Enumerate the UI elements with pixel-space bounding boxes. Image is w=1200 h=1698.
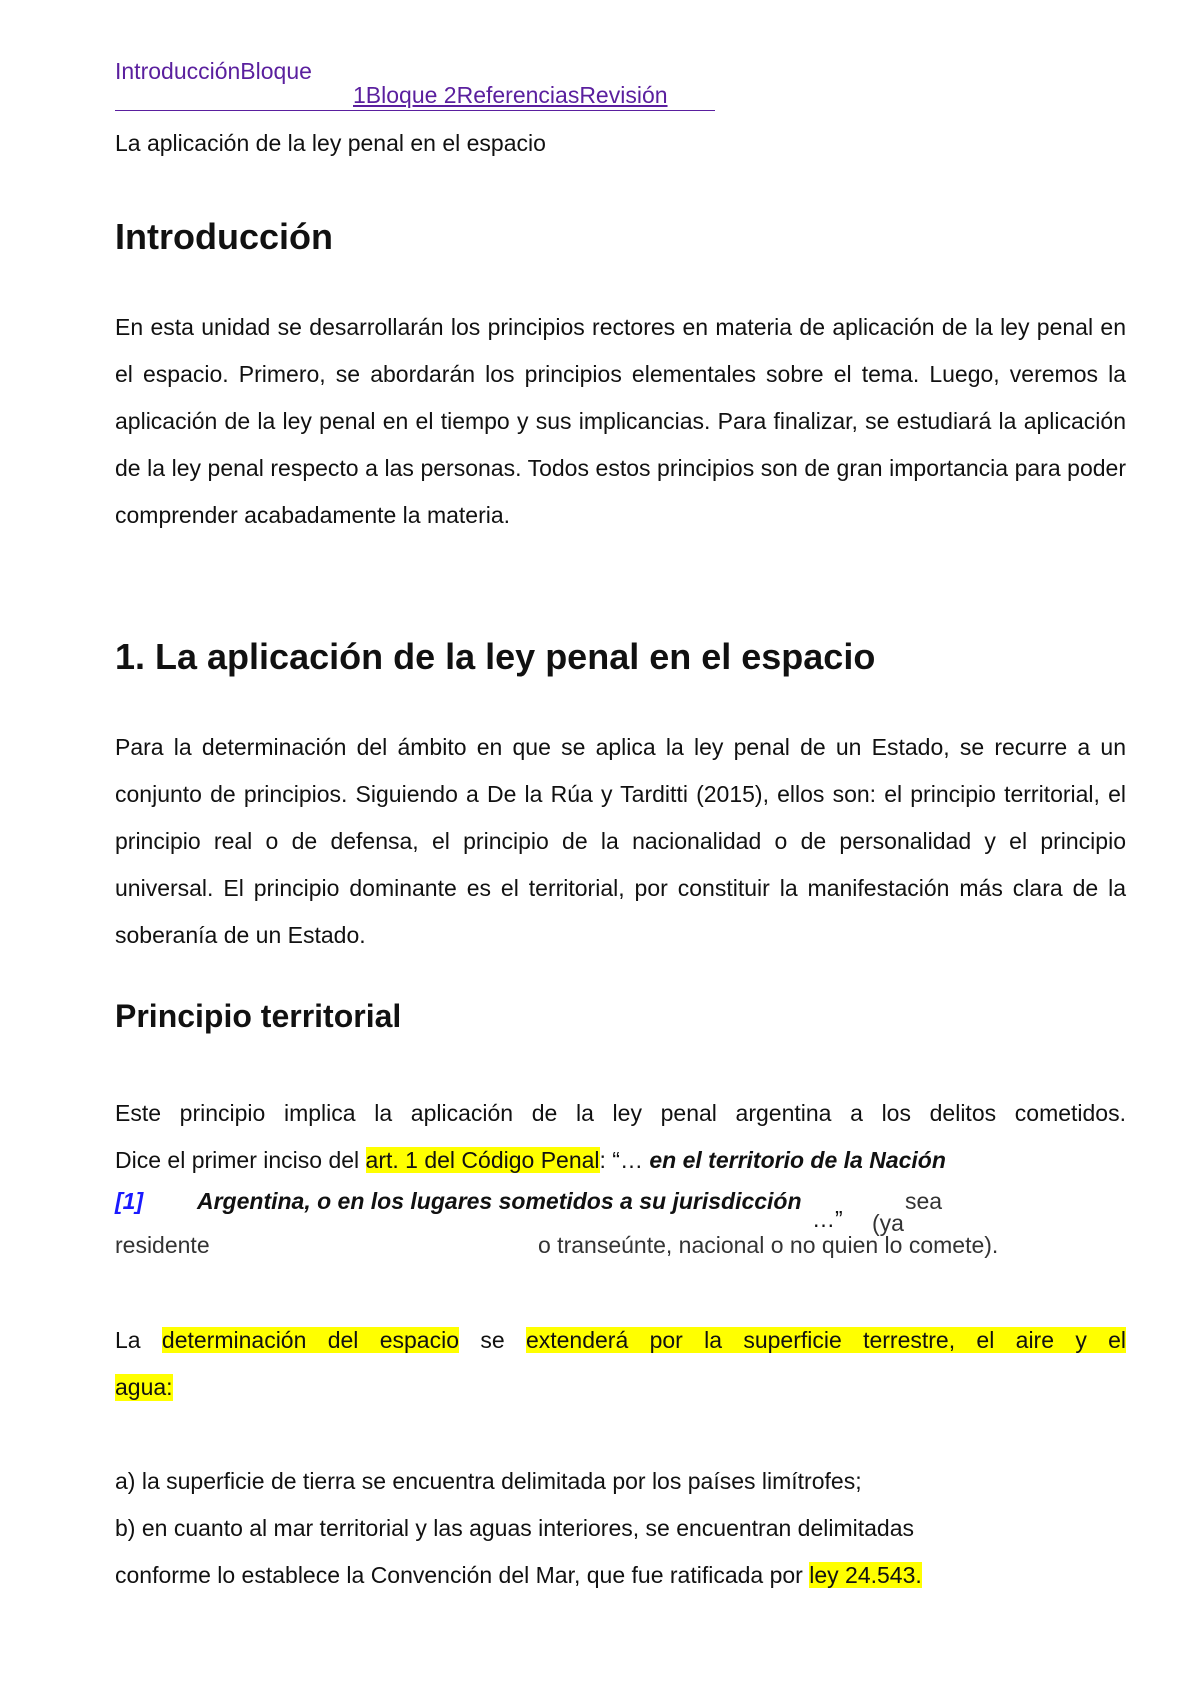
territorial-line-3-ellipsis: …”: [812, 1206, 843, 1232]
territorial-line-3-ya: (ya: [872, 1210, 904, 1236]
section1-paragraph: Para la determinación del ámbito en que se aplica la ley penal de un Estado, se recurre a un conjunto de principios. Siguiendo a De la Rúa y Tarditti (2015), ellos son: el principio territorial, el principio real o de defensa, el principio de la nacionalidad o de personalidad y el principio universal. El principio dominante es el territorial, por constituir la manifestación más clara de la soberanía de un Estado.: [115, 734, 1126, 948]
nav-introduccion-bloque-link[interactable]: IntroducciónBloque: [115, 58, 312, 84]
intro-paragraph: En esta unidad se desarrollarán los principios rectores en materia de aplicación de la ley penal en el espacio. Primero, se abordarán los principios elementales sobre el tema. Luego, veremos la aplicación de la ley penal en el tiempo y sus implicancias. Para finalizar, se estudiará la aplicación de la ley penal respecto a las personas. Todos estos principios son de gran importancia para poder comprender acabadamente la materia.: [115, 314, 1126, 528]
list-item-b-line-2: [115, 1562, 922, 1589]
territorial-line-4-left: residente: [115, 1232, 210, 1258]
nav-links-bar: [115, 82, 715, 111]
territorial-line-3-sea: sea: [905, 1188, 943, 1214]
heading-section-1: 1. La aplicación de la ley penal en el espacio: [115, 636, 876, 677]
territorial-line-2: [115, 1147, 1126, 1174]
territorial-line-1: Este principio implica la aplicación de la ley penal argentina a los delitos cometidos.: [115, 1100, 1126, 1126]
nav-bloque-referencias-revision-link[interactable]: 1Bloque 2ReferenciasRevisión: [353, 82, 668, 108]
list-item-b-line-1: b) en cuanto al mar territorial y las aguas interiores, se encuentran delimitadas: [115, 1515, 915, 1541]
heading-principio-territorial: Principio territorial: [115, 998, 402, 1034]
territorial-line-2-text: Dice el primer inciso del: [115, 1147, 366, 1173]
footnote-reference-link[interactable]: [1]: [115, 1188, 144, 1214]
codigo-penal-link[interactable]: art. 1 del Código Penal: [365, 1147, 600, 1173]
espacio-la: La: [115, 1327, 141, 1353]
territorial-line-3-italic: Argentina, o en los lugares sometidos a su jurisdicción: [197, 1188, 802, 1214]
heading-introduccion: Introducción: [115, 216, 333, 257]
territorial-line-4-right: o transeúnte, nacional o no quien lo comete).: [538, 1232, 999, 1258]
document-subtitle: La aplicación de la ley penal en el espacio: [115, 130, 546, 156]
espacio-highlight-1: determinación del espacio: [161, 1327, 459, 1353]
list-item-a: a) la superficie de tierra se encuentra delimitada por los países limítrofes;: [115, 1468, 862, 1494]
espacio-line-1: [115, 1327, 1126, 1354]
espacio-se: se: [480, 1327, 505, 1353]
espacio-highlight-3: agua:: [115, 1374, 173, 1400]
espacio-highlight-2: extenderá por la superficie terrestre, el aire y el: [525, 1327, 1127, 1353]
list-item-b-text: conforme lo establece la Convención del Mar, que fue ratificada por: [115, 1562, 810, 1588]
territorial-line-2-italic: en el territorio de la Nación: [642, 1147, 946, 1173]
ley-24543-link[interactable]: ley 24.543.: [809, 1562, 922, 1588]
territorial-line-2-quote: : “…: [599, 1147, 643, 1173]
